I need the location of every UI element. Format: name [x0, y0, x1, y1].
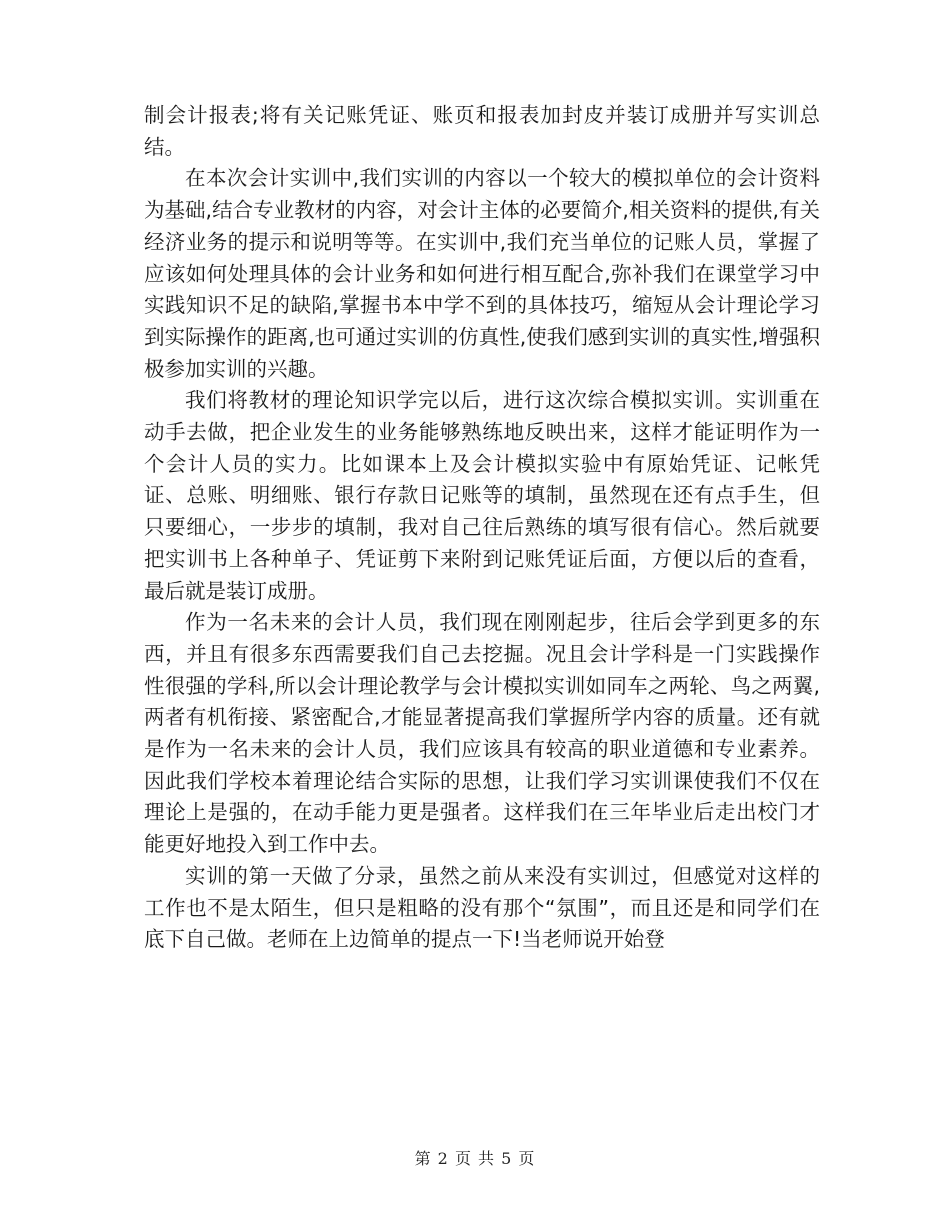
- paragraph-1: 制会计报表;将有关记账凭证、账页和报表加封皮并装订成册并写实训总结。: [144, 103, 820, 159]
- page-footer: 第 2 页 共 5 页: [414, 1149, 536, 1168]
- paragraph-5: 实训的第一天做了分录，虽然之前从来没有实训过，但感觉对这样的工作也不是太陌生，但只是粗略的没有那个“氛围”，而且还是和同学们在底下自己做。老师在上边简单的提点一下!当老师说开始登: [144, 863, 820, 952]
- body-text: [144, 100, 820, 956]
- paragraph-4: 作为一名未来的会计人员，我们现在刚刚起步，往后会学到更多的东西，并且有很多东西需要我们自己去挖掘。况且会计学科是一门实践操作性很强的学科,所以会计理论教学与会计模拟实训如同车之两轮、鸟之两翼,两者有机衔接、紧密配合,才能显著提高我们掌握所学内容的质量。还有就是作为一名未来的会计人员，我们应该具有较高的职业道德和专业素养。因此我们学校本着理论结合实际的思想，让我们学习实训课使我们不仅在理论上是强的，在动手能力更是强者。这样我们在三年毕业后走出校门才能更好地投入到工作中去。: [144, 610, 820, 857]
- paragraph-2: 在本次会计实训中,我们实训的内容以一个较大的模拟单位的会计资料为基础,结合专业教材的内容，对会计主体的必要简介,相关资料的提供,有关经济业务的提示和说明等等。在实训中,我们充当单位的记账人员，掌握了应该如何处理具体的会计业务和如何进行相互配合,弥补我们在课堂学习中实践知识不足的缺陷,掌握书本中学不到的具体技巧，缩短从会计理论学习到实际操作的距离,也可通过实训的仿真性,使我们感到实训的真实性,增强积极参加实训的兴趣。: [144, 166, 820, 381]
- paragraph-3: 我们将教材的理论知识学完以后，进行这次综合模拟实训。实训重在动手去做，把企业发生的业务能够熟练地反映出来，这样才能证明作为一个会计人员的实力。比如课本上及会计模拟实验中有原始凭证、记帐凭证、总账、明细账、银行存款日记账等的填制，虽然现在还有点手生，但只要细心，一步步的填制，我对自己往后熟练的填写很有信心。然后就要把实训书上各种单子、凭证剪下来附到记账凭证后面，方便以后的查看，最后就是装订成册。: [144, 388, 820, 603]
